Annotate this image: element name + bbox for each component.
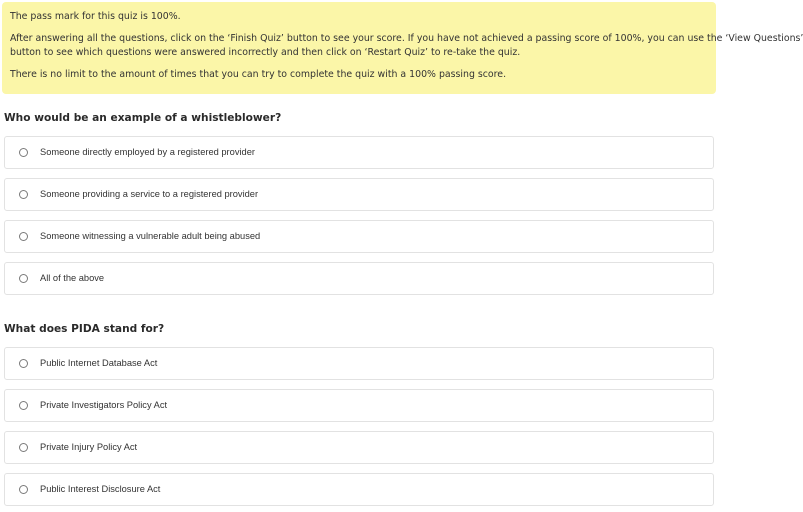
finish-quiz-instructions-line-2: button to see which questions were answered incorrectly and then click on ‘Restart Quiz’ to re-take the quiz.: [10, 47, 521, 58]
radio-button-icon[interactable]: [19, 485, 28, 494]
q2-option-1-label: Public Internet Database Act: [40, 358, 158, 368]
q1-option-2-label: Someone providing a service to a registered provider: [40, 189, 259, 199]
quiz-instructions-box: [2, 2, 803, 94]
q2-option-2-label: Private Investigators Policy Act: [40, 400, 168, 410]
q2-option-3-label: Private Injury Policy Act: [40, 442, 138, 452]
q1-option-4[interactable]: [4, 262, 714, 295]
q1-option-3[interactable]: [4, 220, 714, 253]
retry-limit-text: There is no limit to the amount of times that you can try to complete the quiz with a 100% passing score.: [10, 69, 507, 80]
q2-option-1[interactable]: [4, 347, 714, 380]
radio-button-icon[interactable]: [19, 190, 28, 199]
q2-option-2[interactable]: [4, 389, 714, 422]
q2-option-3[interactable]: [4, 431, 714, 464]
q1-option-4-label: All of the above: [40, 273, 105, 283]
q2-option-4[interactable]: [4, 473, 714, 506]
q1-option-1-label: Someone directly employed by a registered provider: [40, 147, 255, 157]
radio-button-icon[interactable]: [19, 148, 28, 157]
radio-button-icon[interactable]: [19, 274, 28, 283]
question-1-title: Who would be an example of a whistleblower?: [4, 112, 282, 124]
q1-option-1[interactable]: [4, 136, 714, 169]
radio-button-icon[interactable]: [19, 359, 28, 368]
radio-button-icon[interactable]: [19, 401, 28, 410]
radio-button-icon[interactable]: [19, 443, 28, 452]
q2-option-4-label: Public Interest Disclosure Act: [40, 484, 161, 494]
q1-option-3-label: Someone witnessing a vulnerable adult being abused: [40, 231, 261, 241]
finish-quiz-instructions-line-1: After answering all the questions, click on the ‘Finish Quiz’ button to see your score. If you have not achieved a passing score of 100%, you can use the ‘View Questions’: [10, 33, 803, 44]
q1-option-2[interactable]: [4, 178, 714, 211]
radio-button-icon[interactable]: [19, 232, 28, 241]
pass-mark-text: The pass mark for this quiz is 100%.: [10, 11, 181, 22]
question-2-title: What does PIDA stand for?: [4, 323, 165, 335]
